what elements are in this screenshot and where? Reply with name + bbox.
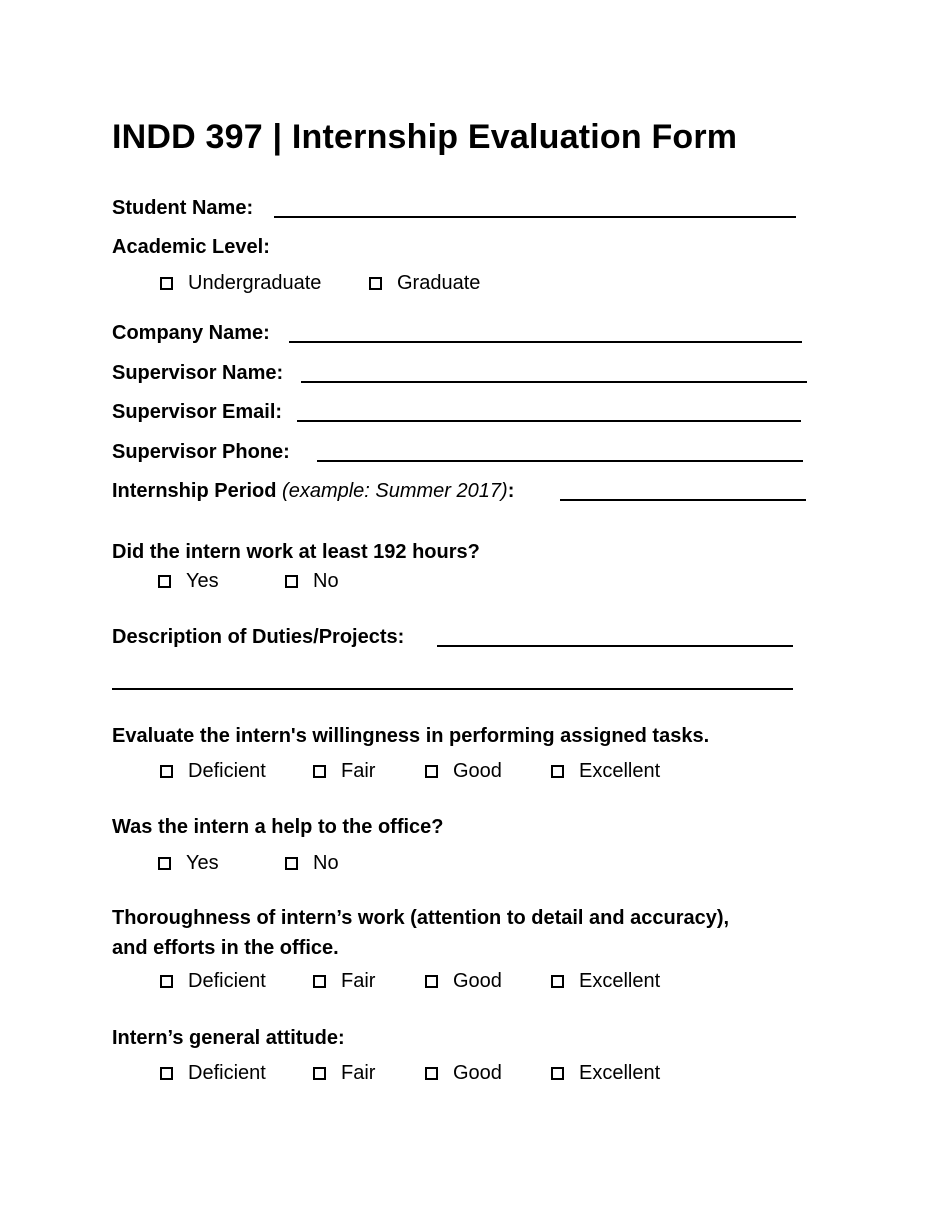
internship-period-text: Internship Period <box>112 480 277 502</box>
attitude-excellent-label: Excellent <box>579 1061 661 1084</box>
duties-line-1[interactable] <box>437 645 793 647</box>
company-name-line[interactable] <box>289 341 802 343</box>
student-name-label: Student Name: <box>112 197 254 219</box>
company-name-label: Company Name: <box>112 322 270 344</box>
undergraduate-checkbox[interactable] <box>160 277 173 290</box>
graduate-label: Graduate <box>397 271 481 294</box>
duties-label: Description of Duties/Projects: <box>112 626 405 648</box>
attitude-good-option[interactable] <box>425 1062 502 1084</box>
attitude-good-label: Good <box>453 1061 502 1084</box>
attitude-fair-label: Fair <box>341 1061 376 1084</box>
willingness-good-checkbox[interactable] <box>425 765 438 778</box>
thoroughness-deficient-option[interactable] <box>160 970 266 992</box>
willingness-fair-option[interactable] <box>313 760 375 782</box>
willingness-deficient-option[interactable] <box>160 760 266 782</box>
internship-period-label <box>112 481 514 501</box>
hours-no-label: No <box>313 569 339 592</box>
attitude-fair-option[interactable] <box>313 1062 375 1084</box>
willingness-good-label: Good <box>453 759 502 782</box>
thoroughness-fair-checkbox[interactable] <box>313 975 326 988</box>
page-title: INDD 397 | Internship Evaluation Form <box>112 118 738 156</box>
thoroughness-excellent-label: Excellent <box>579 969 661 992</box>
helpful-no-checkbox[interactable] <box>285 857 298 870</box>
internship-period-line[interactable] <box>560 499 806 501</box>
hours-yes-option[interactable] <box>158 570 219 592</box>
helpful-no-option[interactable] <box>285 852 339 874</box>
willingness-excellent-label: Excellent <box>579 759 661 782</box>
supervisor-phone-line[interactable] <box>317 460 803 462</box>
attitude-deficient-option[interactable] <box>160 1062 266 1084</box>
duties-line-2[interactable] <box>112 688 793 690</box>
undergraduate-label: Undergraduate <box>188 271 322 294</box>
thoroughness-fair-label: Fair <box>341 969 376 992</box>
supervisor-email-label: Supervisor Email: <box>112 401 283 423</box>
graduate-checkbox[interactable] <box>369 277 382 290</box>
graduate-option[interactable] <box>369 272 480 294</box>
thoroughness-excellent-checkbox[interactable] <box>551 975 564 988</box>
thoroughness-deficient-label: Deficient <box>188 969 266 992</box>
attitude-good-checkbox[interactable] <box>425 1067 438 1080</box>
helpful-yes-label: Yes <box>186 851 219 874</box>
willingness-fair-label: Fair <box>341 759 376 782</box>
thoroughness-fair-option[interactable] <box>313 970 375 992</box>
hours-no-option[interactable] <box>285 570 339 592</box>
thoroughness-question-line2: and efforts in the office. <box>112 937 339 959</box>
willingness-good-option[interactable] <box>425 760 502 782</box>
willingness-deficient-checkbox[interactable] <box>160 765 173 778</box>
supervisor-phone-label: Supervisor Phone: <box>112 441 290 463</box>
willingness-excellent-option[interactable] <box>551 760 660 782</box>
student-name-line[interactable] <box>274 216 796 218</box>
helpful-no-label: No <box>313 851 339 874</box>
internship-period-example: (example: Summer 2017) <box>282 480 508 502</box>
willingness-question: Evaluate the intern's willingness in performing assigned tasks. <box>112 725 710 747</box>
hours-yes-checkbox[interactable] <box>158 575 171 588</box>
thoroughness-good-label: Good <box>453 969 502 992</box>
attitude-excellent-option[interactable] <box>551 1062 660 1084</box>
thoroughness-excellent-option[interactable] <box>551 970 660 992</box>
attitude-deficient-label: Deficient <box>188 1061 266 1084</box>
helpful-yes-checkbox[interactable] <box>158 857 171 870</box>
undergraduate-option[interactable] <box>160 272 321 294</box>
supervisor-name-label: Supervisor Name: <box>112 362 284 384</box>
thoroughness-question-line1: Thoroughness of intern’s work (attention to detail and accuracy), <box>112 907 730 929</box>
attitude-excellent-checkbox[interactable] <box>551 1067 564 1080</box>
hours-question: Did the intern work at least 192 hours? <box>112 541 480 563</box>
thoroughness-good-checkbox[interactable] <box>425 975 438 988</box>
supervisor-email-line[interactable] <box>297 420 801 422</box>
attitude-deficient-checkbox[interactable] <box>160 1067 173 1080</box>
willingness-excellent-checkbox[interactable] <box>551 765 564 778</box>
attitude-question: Intern’s general attitude: <box>112 1027 345 1049</box>
thoroughness-deficient-checkbox[interactable] <box>160 975 173 988</box>
willingness-fair-checkbox[interactable] <box>313 765 326 778</box>
willingness-deficient-label: Deficient <box>188 759 266 782</box>
internship-period-colon: : <box>507 480 515 502</box>
attitude-fair-checkbox[interactable] <box>313 1067 326 1080</box>
helpful-question: Was the intern a help to the office? <box>112 816 444 838</box>
hours-no-checkbox[interactable] <box>285 575 298 588</box>
helpful-yes-option[interactable] <box>158 852 219 874</box>
hours-yes-label: Yes <box>186 569 219 592</box>
supervisor-name-line[interactable] <box>301 381 807 383</box>
thoroughness-good-option[interactable] <box>425 970 502 992</box>
academic-level-label: Academic Level: <box>112 236 270 258</box>
